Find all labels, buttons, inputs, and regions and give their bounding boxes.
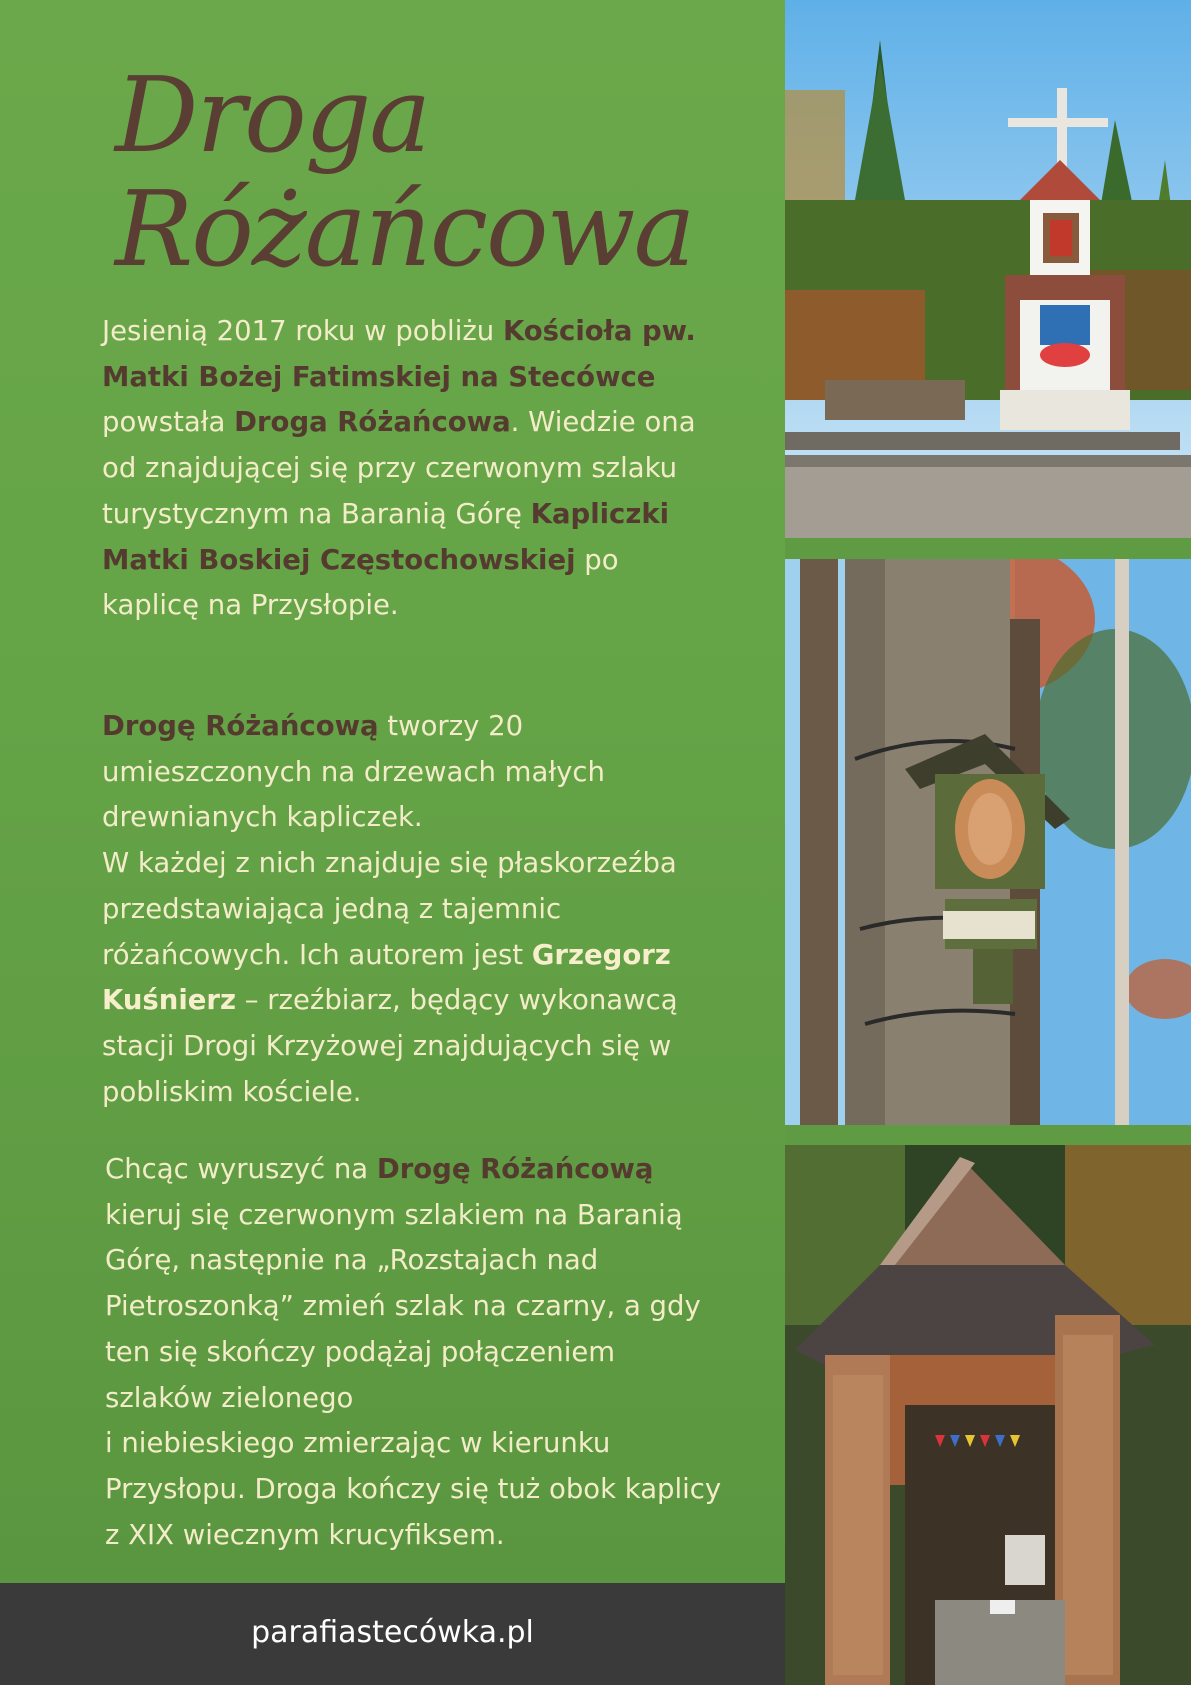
- church-name: Kościoła pw. Matki Bożej Fatimskiej na Stecówce: [102, 315, 696, 393]
- description-paragraph: [102, 704, 722, 1115]
- page-title: [115, 54, 694, 290]
- stone-chapel-photo: [785, 1145, 1191, 1685]
- author-name: Grzegorz Kuśnierz: [102, 938, 671, 1017]
- text-run: Chcąc wyruszyć na: [105, 1153, 377, 1185]
- text-run: . Wiedzie ona od znajdującej się przy czerwonym szlaku turystycznym na Baranią Górę: [102, 406, 696, 530]
- text-run: W każdej z nich znajduje się płaskorzeźba przedstawiająca jedną z tajemnic różańcowych. Ich autorem jest: [102, 847, 677, 971]
- intro-paragraph: [102, 309, 722, 629]
- title-line-1: Droga: [115, 54, 430, 176]
- directions-paragraph: [105, 1147, 725, 1558]
- website-link[interactable]: parafiastecówka.pl: [251, 1615, 534, 1650]
- chapel-name: Kapliczki Matki Boskiej Częstochowskiej: [102, 497, 670, 576]
- route-name: Drogę Różańcową: [102, 710, 379, 742]
- roadside-shrine-photo: [785, 0, 1191, 538]
- text-run: i niebieskiego zmierzając w kierunku Przysłopu. Droga kończy się tuż obok kaplicy z XIX wiecznym krucyfiksem.: [105, 1427, 722, 1551]
- text-run: kieruj się czerwonym szlakiem na Baranią Górę, następnie na „Rozstajach nad Pietroszonką” zmień szlak na czarny, a gdy ten się skończy podążaj połączeniem szlaków zielonego: [105, 1198, 701, 1414]
- route-name: Drogę Różańcową: [376, 1153, 654, 1185]
- route-name: Droga Różańcowa: [234, 406, 511, 439]
- footer-bar: [0, 1583, 785, 1685]
- text-run: Jesienią 2017 roku w pobliżu: [102, 315, 503, 347]
- title-line-2: Różańcowa: [115, 168, 694, 290]
- tree-chapel-photo: [785, 559, 1191, 1125]
- text-run: – rzeźbiarz, będący wykonawcą stacji Drogi Krzyżowej znajdujących się w pobliskim kościele.: [102, 984, 678, 1108]
- text-run: powstała: [102, 406, 235, 439]
- text-run: po kaplicę na Przysłopie.: [102, 543, 619, 622]
- text-run: tworzy 20 umieszczonych na drzewach małych drewnianych kapliczek.: [102, 710, 605, 834]
